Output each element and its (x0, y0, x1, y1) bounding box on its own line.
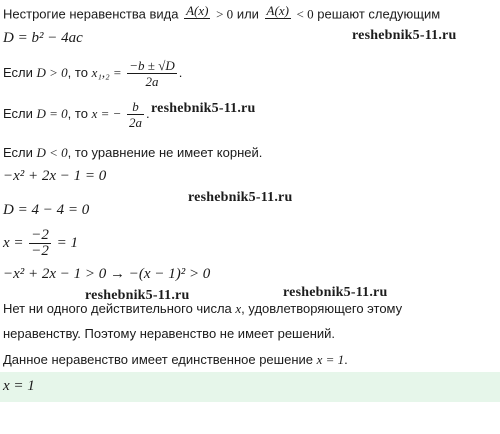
answer-value: x = 1 (3, 378, 35, 394)
single-root-fraction: $\frac{b}{2a}$ (129, 99, 143, 130)
discriminant-formula: D = b² − 4ac (3, 30, 83, 46)
fraction-a-over-b-1: A(x) (186, 3, 209, 18)
equation-4: −x² + 2x − 1 > 0 → −(x − 1)² > 0 (3, 266, 211, 282)
watermark: reshebnik5-11.ru (283, 285, 388, 300)
intro-tail: решают следующим (317, 6, 441, 22)
conclusion-line-3: Данное неравенство имеет единственное решение x = 1. (3, 352, 348, 367)
case-zero: Если D = 0, то x = − $\frac{b}{2a}$ . (3, 99, 150, 130)
conjunction: или (236, 6, 259, 22)
answer-box (0, 372, 500, 402)
watermark: reshebnik5-11.ru (151, 101, 256, 116)
conclusion-line-2: неравенству. Поэтому неравенство не имеет решений. (3, 326, 336, 341)
conclusion-line-1: Нет ни одного действительного числа x, удовлетворяющего этому (3, 301, 403, 316)
roots-fraction: $\frac{-b \pm √D}{2a}$ (129, 58, 175, 89)
relation-gt: > 0 (216, 6, 234, 22)
watermark: reshebnik5-11.ru (188, 190, 293, 205)
intro-line (3, 3, 440, 27)
equation-3: x = $\frac{-2}{-2}$ = 1 (3, 227, 79, 259)
equation-2: D = 4 − 4 = 0 (3, 202, 90, 218)
relation-lt: < 0 (296, 6, 314, 22)
watermark: reshebnik5-11.ru (352, 28, 457, 43)
case-negative: Если D < 0, то уравнение не имеет корней. (3, 145, 263, 160)
root-fraction: $\frac{-2}{-2}$ (31, 227, 49, 259)
watermark: reshebnik5-11.ru (85, 288, 190, 303)
fraction-a-over-b-2: A(x) (266, 3, 289, 18)
intro-text: Нестрогие неравенства вида (3, 6, 179, 22)
equation-1: −x² + 2x − 1 = 0 (3, 168, 107, 184)
case-positive: Если D > 0, то x₁,₂ = $\frac{-b \pm √D}{2a}$ . (3, 58, 183, 89)
